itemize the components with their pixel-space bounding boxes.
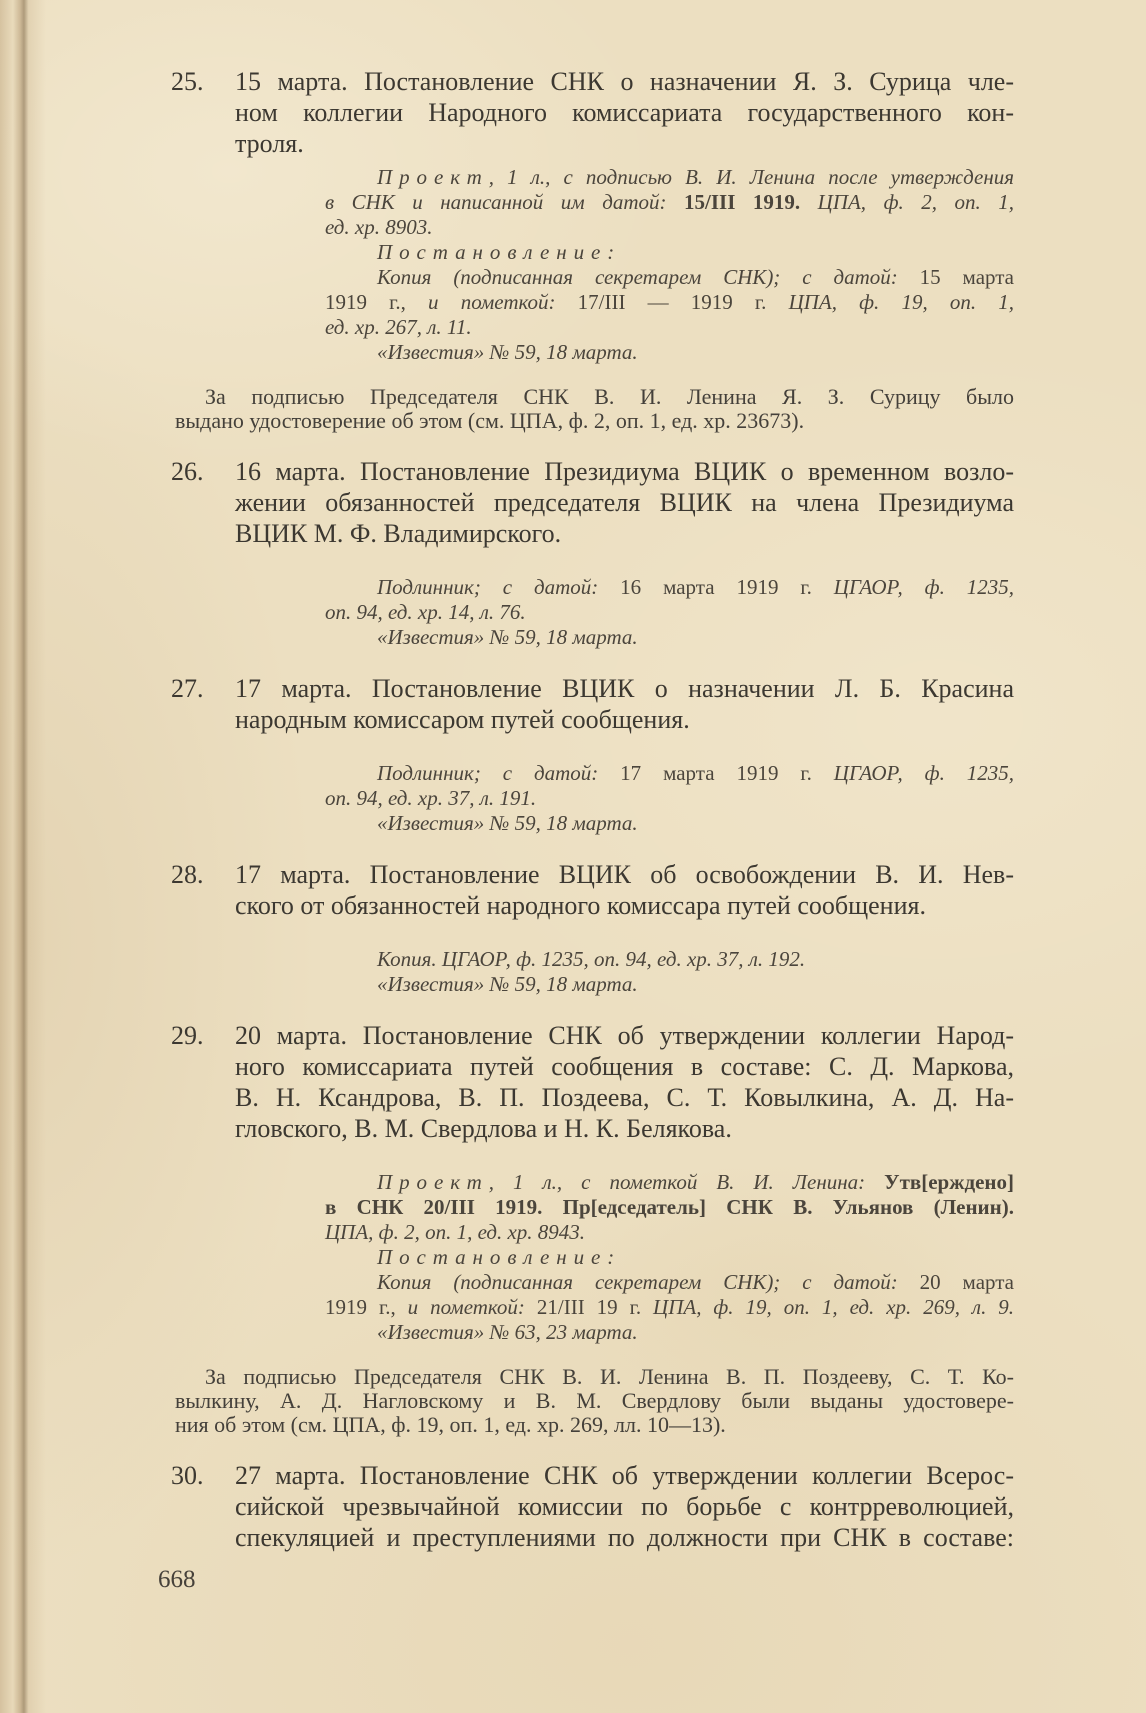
reference-line: [325, 786, 1014, 811]
reference-segment: 15/III 1919.: [684, 190, 801, 214]
reference-segment: 20 марта: [919, 1270, 1014, 1294]
reference-line: [325, 1220, 1014, 1245]
reference-segment: оп. 94, ед. хр. 37, л. 191.: [325, 786, 537, 810]
entry: [171, 859, 1014, 997]
reference-segment: 1919 г.,: [325, 1295, 408, 1319]
entry-heading: [235, 66, 1014, 159]
entry-number: 26.: [171, 457, 204, 486]
reference-segment: Копия (подписанная секретарем СНК); с датой:: [377, 1270, 920, 1294]
heading-line: 15 марта. Постановление СНК о назначении Я. З. Сурица чле-: [235, 67, 1014, 96]
heading-line: 20 марта. Постановление СНК об утверждении коллегии Народ-: [235, 1021, 1014, 1050]
heading-line: народным комиссаром путей сообщения.: [235, 705, 690, 734]
reference-line: [325, 1195, 1014, 1220]
reference-segment: 1919 г.,: [325, 290, 429, 314]
heading-line: 17 марта. Постановление ВЦИК об освобождении В. И. Нев-: [235, 860, 1014, 889]
reference-line: [325, 265, 1014, 290]
entry-note: [175, 1365, 1014, 1437]
reference-segment: Постановление:: [377, 1245, 622, 1269]
reference-segment: в СНК 20/III 1919. Пр[едседатель] СНК В. Ульянов (Ленин).: [325, 1195, 1014, 1219]
entry-number: 29.: [171, 1021, 204, 1050]
reference-line: [325, 165, 1014, 190]
entry-number: 25.: [171, 67, 204, 96]
reference-line: [325, 972, 1014, 997]
reference-line: [325, 190, 1014, 215]
reference-line: [325, 1295, 1014, 1320]
reference-segment: «Известия» № 59, 18 марта.: [377, 340, 638, 364]
reference-segment: «Известия» № 63, 23 марта.: [377, 1320, 638, 1344]
page-number: 668: [158, 1566, 196, 1593]
archival-references: [325, 947, 1014, 997]
note-line: вылкину, А. Д. Нагловскому и В. М. Свердлову были выданы удостовере-: [175, 1388, 1014, 1413]
note-line: выдано удостоверение об этом (см. ЦПА, ф. 2, оп. 1, ед. хр. 23673).: [175, 408, 805, 433]
reference-line: [325, 1320, 1014, 1345]
heading-line: В. Н. Ксандрова, В. П. Поздеева, С. Т. Ковылкина, А. Д. На-: [235, 1083, 1014, 1112]
entry: [171, 456, 1014, 650]
entry-number: 27.: [171, 674, 204, 703]
reference-segment: «Известия» № 59, 18 марта.: [377, 972, 638, 996]
reference-segment: Проект: [377, 1170, 489, 1194]
reference-segment: в СНК и написанной им датой:: [325, 190, 685, 214]
entry-note: [175, 385, 1014, 433]
reference-segment: 21/III 19 г.: [536, 1295, 654, 1319]
reference-segment: и пометкой:: [407, 1295, 537, 1319]
reference-line: [325, 290, 1014, 315]
entries-list: [171, 66, 1015, 1553]
reference-segment: и пометкой:: [428, 290, 578, 314]
heading-line: 27 марта. Постановление СНК об утверждении коллегии Всерос-: [235, 1461, 1014, 1490]
binding-edge: [0, 0, 46, 1713]
archival-references: [325, 761, 1014, 836]
reference-segment: оп. 94, ед. хр. 14, л. 76.: [325, 600, 526, 624]
entry-heading: [235, 456, 1014, 549]
reference-line: [325, 761, 1014, 786]
reference-segment: ЦПА, ф. 19, оп. 1, ед. хр. 269, л. 9.: [653, 1295, 1015, 1319]
reference-segment: Копия (подписанная секретарем СНК); с датой:: [377, 265, 920, 289]
reference-line: [325, 340, 1014, 365]
reference-segment: 17 марта 1919 г.: [620, 761, 834, 785]
reference-line: [325, 240, 1014, 265]
reference-segment: ЦПА, ф. 19, оп. 1,: [788, 290, 1014, 314]
reference-segment: «Известия» № 59, 18 марта.: [377, 625, 638, 649]
heading-line: ном коллегии Народного комиссариата государственного кон-: [235, 98, 1014, 127]
reference-segment: Подлинник; с датой:: [377, 575, 621, 599]
reference-segment: ЦГАОР, ф. 1235,: [833, 761, 1014, 785]
reference-segment: 15 марта: [919, 265, 1014, 289]
heading-line: гловского, В. М. Свердлова и Н. К. Белякова.: [235, 1114, 732, 1143]
reference-segment: Проект: [377, 165, 489, 189]
entry-number: 30.: [171, 1461, 204, 1490]
entry-heading: [235, 673, 1014, 735]
reference-line: [325, 215, 1014, 240]
reference-segment: Утв[ерждено]: [884, 1170, 1014, 1194]
note-line: За подписью Председателя СНК В. И. Ленина Я. З. Сурицу было: [205, 384, 1014, 409]
reference-segment: ЦГАОР, ф. 1235,: [833, 575, 1014, 599]
entry: [171, 1020, 1015, 1437]
entry-number: 28.: [171, 860, 204, 889]
heading-line: сийской чрезвычайной комиссии по борьбе с контрреволюцией,: [235, 1492, 1014, 1521]
reference-segment: 16 марта 1919 г.: [620, 575, 834, 599]
reference-line: [325, 1170, 1014, 1195]
heading-line: 17 марта. Постановление ВЦИК о назначении Л. Б. Красина: [235, 674, 1014, 703]
reference-segment: , 1 л., с подписью В. И. Ленина после утверждения: [488, 165, 1014, 189]
heading-line: жении обязанностей председателя ВЦИК на члена Президиума: [235, 488, 1014, 517]
archival-references: [325, 1170, 1014, 1345]
reference-segment: 17/III — 1919 г.: [577, 290, 789, 314]
reference-line: [325, 625, 1014, 650]
entry: [171, 1460, 1014, 1553]
entry: [171, 673, 1014, 836]
reference-segment: ед. хр. 267, л. 11.: [325, 315, 472, 339]
reference-line: [325, 947, 1014, 972]
heading-line: ного комиссариата путей сообщения в составе: С. Д. Маркова,: [235, 1052, 1014, 1081]
reference-segment: ЦПА, ф. 2, оп. 1, ед. хр. 8943.: [325, 1220, 586, 1244]
reference-segment: Постановление:: [377, 240, 622, 264]
archival-references: [325, 165, 1014, 365]
reference-line: [325, 1270, 1014, 1295]
reference-segment: «Известия» № 59, 18 марта.: [377, 811, 638, 835]
reference-segment: Подлинник; с датой:: [377, 761, 621, 785]
heading-line: спекуляцией и преступлениями по должности при СНК в составе:: [235, 1523, 1014, 1552]
reference-segment: ед. хр. 8903.: [325, 215, 433, 239]
reference-line: [325, 1245, 1014, 1270]
heading-line: 16 марта. Постановление Президиума ВЦИК о временном возло-: [235, 457, 1014, 486]
entry: [171, 66, 1015, 433]
heading-line: ВЦИК М. Ф. Владимирского.: [235, 519, 562, 548]
reference-line: [325, 575, 1014, 600]
archival-references: [325, 575, 1014, 650]
heading-line: ского от обязанностей народного комиссара путей сообщения.: [235, 891, 926, 920]
note-line: ния об этом (см. ЦПА, ф. 19, оп. 1, ед. хр. 269, лл. 10—13).: [175, 1412, 726, 1437]
reference-segment: , 1 л., с пометкой В. И. Ленина:: [488, 1170, 885, 1194]
reference-line: [325, 600, 1014, 625]
entry-heading: [235, 859, 1014, 921]
heading-line: троля.: [235, 129, 304, 158]
entry-heading: [235, 1020, 1014, 1144]
reference-line: [325, 811, 1014, 836]
note-line: За подписью Председателя СНК В. И. Ленина В. П. Поздееву, С. Т. Ко-: [205, 1364, 1014, 1389]
reference-line: [325, 315, 1014, 340]
reference-segment: Копия. ЦГАОР, ф. 1235, оп. 94, ед. хр. 37, л. 192.: [377, 947, 806, 971]
entry-heading: [235, 1460, 1014, 1553]
reference-segment: ЦПА, ф. 2, оп. 1,: [800, 190, 1015, 214]
